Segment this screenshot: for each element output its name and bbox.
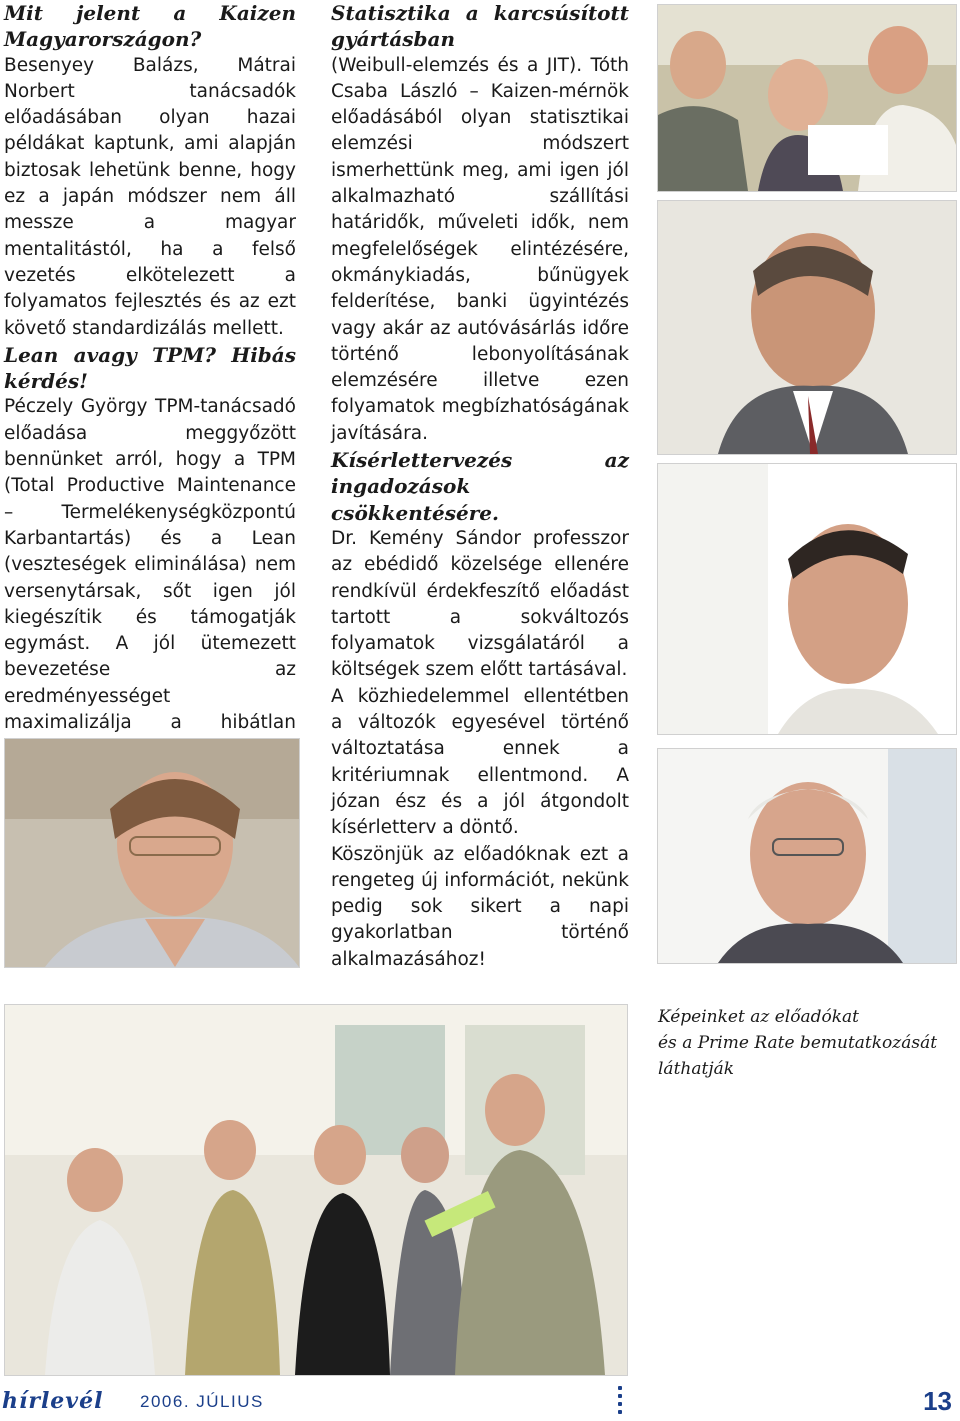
- caption-line-1: Képeinket az előadókat: [658, 1007, 859, 1027]
- photo-audience-group: [657, 4, 957, 192]
- paragraph-tpm: Péczely György TPM-tanácsadó előadása meggyőzött bennünket arról, hogy a TPM (Total Productive Maintenance – Termelékenységközpontú Karbantartás) és a Lean (veszteségek eliminálása) nem versenytársak, sőt igen jól kiegészítik és támogatják egymást. A jól ütemezett bevezetése az eredményességet maximalizálja a hibátlan: [4, 396, 296, 734]
- photo-speaker-man-1: [657, 200, 957, 455]
- left-column: [4, 0, 296, 789]
- photo-speaker-woman: [4, 738, 300, 968]
- footer: [0, 1386, 960, 1421]
- photo-caption: [658, 1004, 948, 1082]
- paragraph-kozhiedelem: A közhiedelemmel ellentétben a változók egyesével történő változtatása ennek a kritériumnak ellentmond. A józan ész és a jól átgondolt kísérletterv a döntő.: [331, 685, 629, 839]
- paragraph-kemeny: Dr. Kemény Sándor professzor az ebédidő közelsége ellenére rendkívül érdekfeszítő előadást tartott a sokváltozós folyamatok vizsgálatáról a költségek szem előtt tartásával.: [331, 527, 629, 681]
- photo-speaker-man-3: [657, 748, 957, 964]
- footer-date: 2006. JÚLIUS: [140, 1392, 264, 1411]
- heading-kaizen-magyarorszagon: Mit jelent a Kaizen Magyarországon?: [4, 1, 296, 52]
- paragraph-weibull: (Weibull-elemzés és a JIT). Tóth Csaba László – Kaizen-mérnök előadásából olyan statisztikai elemzési módszert ismerhettünk meg, ami igen jól alkalmazható szállítási határidők, műveleti idők, nem megfelelőségek elintézésére, okmánykiadás, bűnügyek felderítése, banki ügyintézés vagy akár az autóvásárlás időre történő lebonyolításának elemzésére illetve ezen folyamatok megbízhatóságának javítására.: [331, 54, 629, 444]
- footer-brand: hírlevél: [2, 1388, 104, 1414]
- photo-group-tour: [4, 1004, 628, 1376]
- caption-line-2: és a Prime Rate bemutatkozását: [658, 1033, 938, 1053]
- heading-kiserlettervezes: Kísérlettervezés az ingadozások csökkentésére.: [331, 448, 629, 525]
- middle-column: [331, 0, 629, 1025]
- paragraph-kaizen: Besenyey Balázs, Mátrai Norbert tanácsadók előadásában olyan hazai példákat kaptunk, ami alapján biztosak lehetünk benne, hogy ez a japán módszer nem áll messze a magyar mentalitástól, ha a felső vezetés elkötelezett a folyamatos fejlesztés és az ezt követő standardizálás mellett.: [4, 54, 296, 339]
- heading-statisztika: Statisztika a karcsúsított gyártásban: [331, 1, 629, 52]
- caption-line-3: láthatják: [658, 1059, 735, 1079]
- footer-divider-dots: [616, 1386, 624, 1421]
- heading-lean-tpm: Lean avagy TPM? Hibás kérdés!: [4, 342, 296, 394]
- photo-speaker-man-2: [657, 463, 957, 735]
- paragraph-koszonjuk: Köszönjük az előadóknak ezt a rengeteg új információt, nekünk pedig sok sikert a napi gyakorlatban történő alkalmazásához!: [331, 843, 629, 970]
- page-number: 13: [923, 1386, 952, 1416]
